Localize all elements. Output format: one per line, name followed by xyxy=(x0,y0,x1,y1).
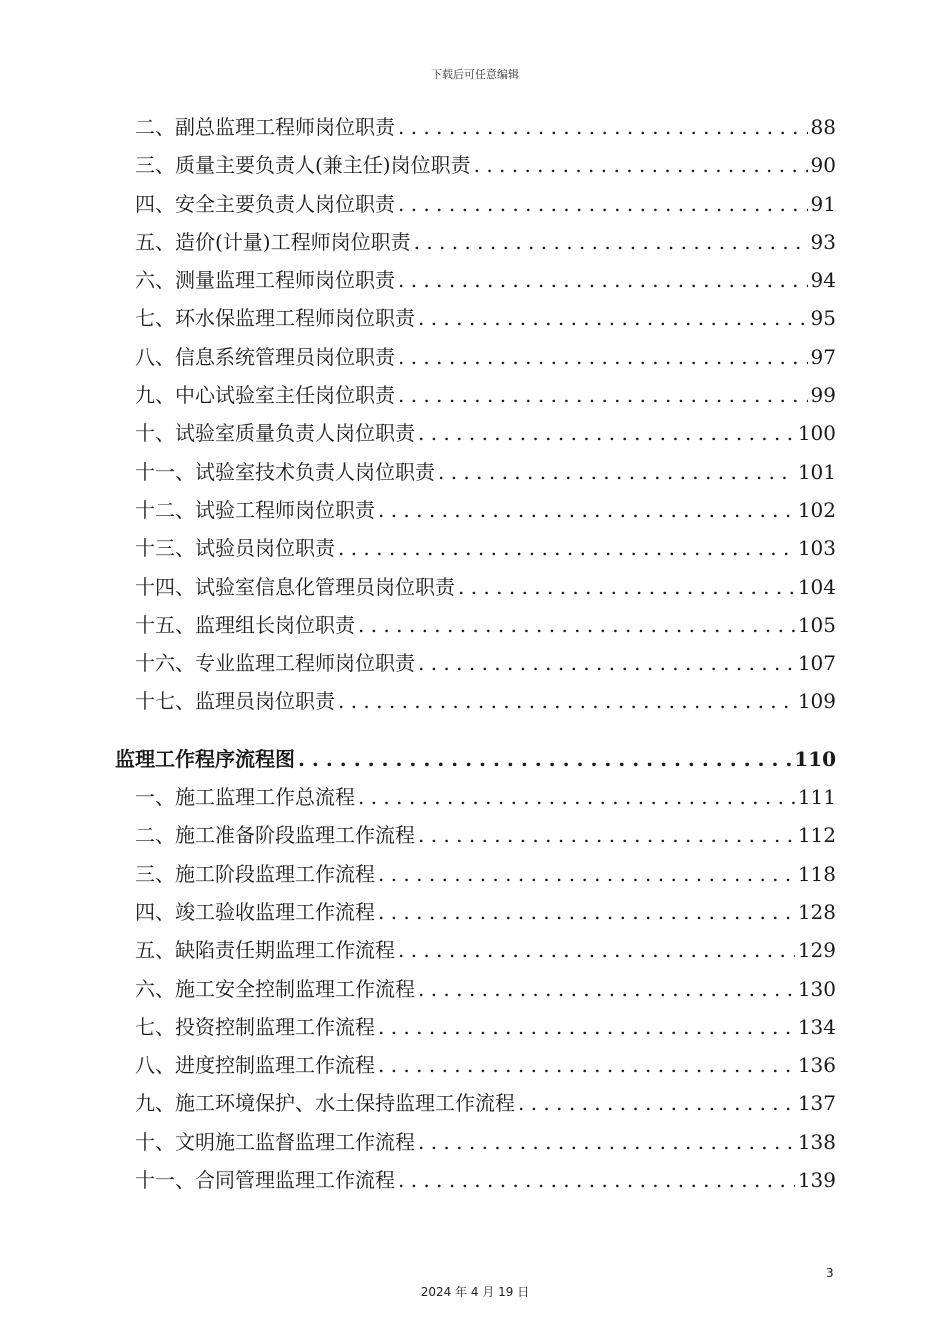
toc-dot-leader xyxy=(418,970,795,1008)
toc-entry[interactable] xyxy=(115,338,836,376)
toc-dot-leader xyxy=(418,414,795,452)
toc-entry-page-number: 112 xyxy=(797,823,836,848)
toc-entry-title: 十三、试验员岗位职责 xyxy=(135,536,335,561)
toc-entry[interactable] xyxy=(115,568,836,606)
toc-entry[interactable] xyxy=(115,453,836,491)
toc-entry-title: 八、进度控制监理工作流程 xyxy=(135,1053,375,1078)
toc-dot-leader xyxy=(518,1084,795,1122)
toc-entry-page-number: 134 xyxy=(797,1014,836,1039)
toc-entry-page-number: 110 xyxy=(794,746,836,771)
toc-dot-leader xyxy=(298,740,791,778)
toc-entry-page-number: 139 xyxy=(797,1168,836,1193)
toc-entry-title: 十四、试验室信息化管理员岗位职责 xyxy=(135,574,455,599)
toc-dot-leader xyxy=(378,491,795,529)
toc-entry[interactable] xyxy=(115,1161,836,1199)
toc-dot-leader xyxy=(358,778,795,816)
page-number: 3 xyxy=(826,1266,834,1280)
toc-entry[interactable] xyxy=(115,491,836,529)
toc-dot-leader xyxy=(398,931,795,969)
toc-entry-page-number: 129 xyxy=(797,938,836,963)
toc-entry-title: 六、施工安全控制监理工作流程 xyxy=(135,976,415,1001)
toc-dot-leader xyxy=(458,568,795,606)
toc-entry[interactable] xyxy=(115,108,836,146)
toc-entry-page-number: 104 xyxy=(797,574,836,599)
toc-entry[interactable] xyxy=(115,931,836,969)
toc-entry-title: 九、中心试验室主任岗位职责 xyxy=(135,383,395,408)
toc-entry-page-number: 91 xyxy=(810,191,836,216)
toc-entry[interactable] xyxy=(115,223,836,261)
toc-dot-leader xyxy=(358,606,795,644)
toc-entry[interactable] xyxy=(115,376,836,414)
toc-dot-leader xyxy=(398,338,808,376)
toc-entry-title: 九、施工环境保护、水土保持监理工作流程 xyxy=(135,1091,515,1116)
toc-entry-title: 十六、专业监理工程师岗位职责 xyxy=(135,651,415,676)
toc-entry[interactable] xyxy=(115,970,836,1008)
toc-entry-title: 十二、试验工程师岗位职责 xyxy=(135,497,375,522)
toc-dot-leader xyxy=(378,1046,795,1084)
toc-entry-title: 三、质量主要负责人(兼主任)岗位职责 xyxy=(135,153,471,178)
toc-entry-page-number: 109 xyxy=(797,689,836,714)
toc-dot-leader xyxy=(378,855,795,893)
toc-dot-leader xyxy=(414,223,808,261)
toc-entry[interactable] xyxy=(115,261,836,299)
toc-section-heading[interactable] xyxy=(115,740,836,778)
toc-entry-title: 四、竣工验收监理工作流程 xyxy=(135,899,375,924)
toc-entry-title: 十七、监理员岗位职责 xyxy=(135,689,335,714)
toc-entry-title: 四、安全主要负责人岗位职责 xyxy=(135,191,395,216)
toc-dot-leader xyxy=(378,1008,795,1046)
toc-entry-page-number: 95 xyxy=(810,306,836,331)
footer-date: 2024 年 4 月 19 日 xyxy=(420,1285,530,1299)
toc-dot-leader xyxy=(438,453,795,491)
toc-entry-page-number: 118 xyxy=(797,861,836,886)
toc-entry-title: 监理工作程序流程图 xyxy=(115,746,295,771)
toc-dot-leader xyxy=(378,893,795,931)
toc-entry-title: 五、造价(计量)工程师岗位职责 xyxy=(135,229,411,254)
toc-entry-page-number: 97 xyxy=(810,344,836,369)
toc-entry-title: 五、缺陷责任期监理工作流程 xyxy=(135,938,395,963)
toc-entry[interactable] xyxy=(115,816,836,854)
toc-dot-leader xyxy=(398,261,808,299)
toc-entry[interactable] xyxy=(115,146,836,184)
toc-entry-title: 六、测量监理工程师岗位职责 xyxy=(135,268,395,293)
toc-entry[interactable] xyxy=(115,893,836,931)
toc-entry[interactable] xyxy=(115,1123,836,1161)
toc-entry-page-number: 88 xyxy=(810,115,836,139)
toc-dot-leader xyxy=(418,1123,795,1161)
toc-dot-leader xyxy=(418,816,795,854)
toc-entry-title: 一、施工监理工作总流程 xyxy=(135,785,355,810)
toc-entry[interactable] xyxy=(115,529,836,567)
toc-entry-title: 七、投资控制监理工作流程 xyxy=(135,1014,375,1039)
toc-entry[interactable] xyxy=(115,1084,836,1122)
toc-entry-page-number: 94 xyxy=(810,268,836,293)
toc-entry-title: 八、信息系统管理员岗位职责 xyxy=(135,344,395,369)
toc-entry-title: 二、副总监理工程师岗位职责 xyxy=(135,115,395,139)
toc-entry-page-number: 90 xyxy=(810,153,836,178)
toc-entry[interactable] xyxy=(115,606,836,644)
toc-entry-page-number: 93 xyxy=(810,229,836,254)
toc-dot-leader xyxy=(398,108,808,146)
toc-dot-leader xyxy=(474,146,808,184)
toc-entry[interactable] xyxy=(115,644,836,682)
toc-entry-page-number: 130 xyxy=(797,976,836,1001)
toc-entry-page-number: 103 xyxy=(797,536,836,561)
header-note: 下载后可任意编辑 xyxy=(431,68,519,81)
toc-dot-leader xyxy=(338,529,795,567)
toc-entry-title: 十一、合同管理监理工作流程 xyxy=(135,1168,395,1193)
toc-dot-leader xyxy=(418,644,795,682)
toc-dot-leader xyxy=(338,682,795,720)
toc-entry[interactable] xyxy=(115,855,836,893)
toc-dot-leader xyxy=(418,299,808,337)
toc-dot-leader xyxy=(398,1161,795,1199)
toc-entry-title: 十、试验室质量负责人岗位职责 xyxy=(135,421,415,446)
toc-entry-page-number: 138 xyxy=(797,1129,836,1154)
table-of-contents xyxy=(115,108,836,1199)
toc-entry-page-number: 128 xyxy=(797,899,836,924)
toc-entry-title: 十一、试验室技术负责人岗位职责 xyxy=(135,459,435,484)
toc-entry[interactable] xyxy=(115,185,836,223)
toc-entry-page-number: 99 xyxy=(810,383,836,408)
toc-dot-leader xyxy=(398,376,808,414)
toc-entry[interactable] xyxy=(115,778,836,816)
toc-entry[interactable] xyxy=(115,1008,836,1046)
toc-dot-leader xyxy=(398,185,808,223)
toc-entry-title: 三、施工阶段监理工作流程 xyxy=(135,861,375,886)
toc-entry[interactable] xyxy=(115,299,836,337)
toc-entry-page-number: 105 xyxy=(797,612,836,637)
toc-entry[interactable] xyxy=(115,682,836,720)
toc-entry-title: 七、环水保监理工程师岗位职责 xyxy=(135,306,415,331)
toc-entry-page-number: 107 xyxy=(797,651,836,676)
toc-entry-page-number: 100 xyxy=(797,421,836,446)
toc-entry[interactable] xyxy=(115,1046,836,1084)
toc-entry-page-number: 111 xyxy=(797,785,836,810)
toc-entry-page-number: 136 xyxy=(797,1053,836,1078)
toc-entry-page-number: 101 xyxy=(797,459,836,484)
toc-entry-title: 十、文明施工监督监理工作流程 xyxy=(135,1129,415,1154)
toc-entry-title: 十五、监理组长岗位职责 xyxy=(135,612,355,637)
toc-entry-page-number: 137 xyxy=(797,1091,836,1116)
toc-entry-title: 二、施工准备阶段监理工作流程 xyxy=(135,823,415,848)
toc-entry-page-number: 102 xyxy=(797,497,836,522)
toc-entry[interactable] xyxy=(115,414,836,452)
